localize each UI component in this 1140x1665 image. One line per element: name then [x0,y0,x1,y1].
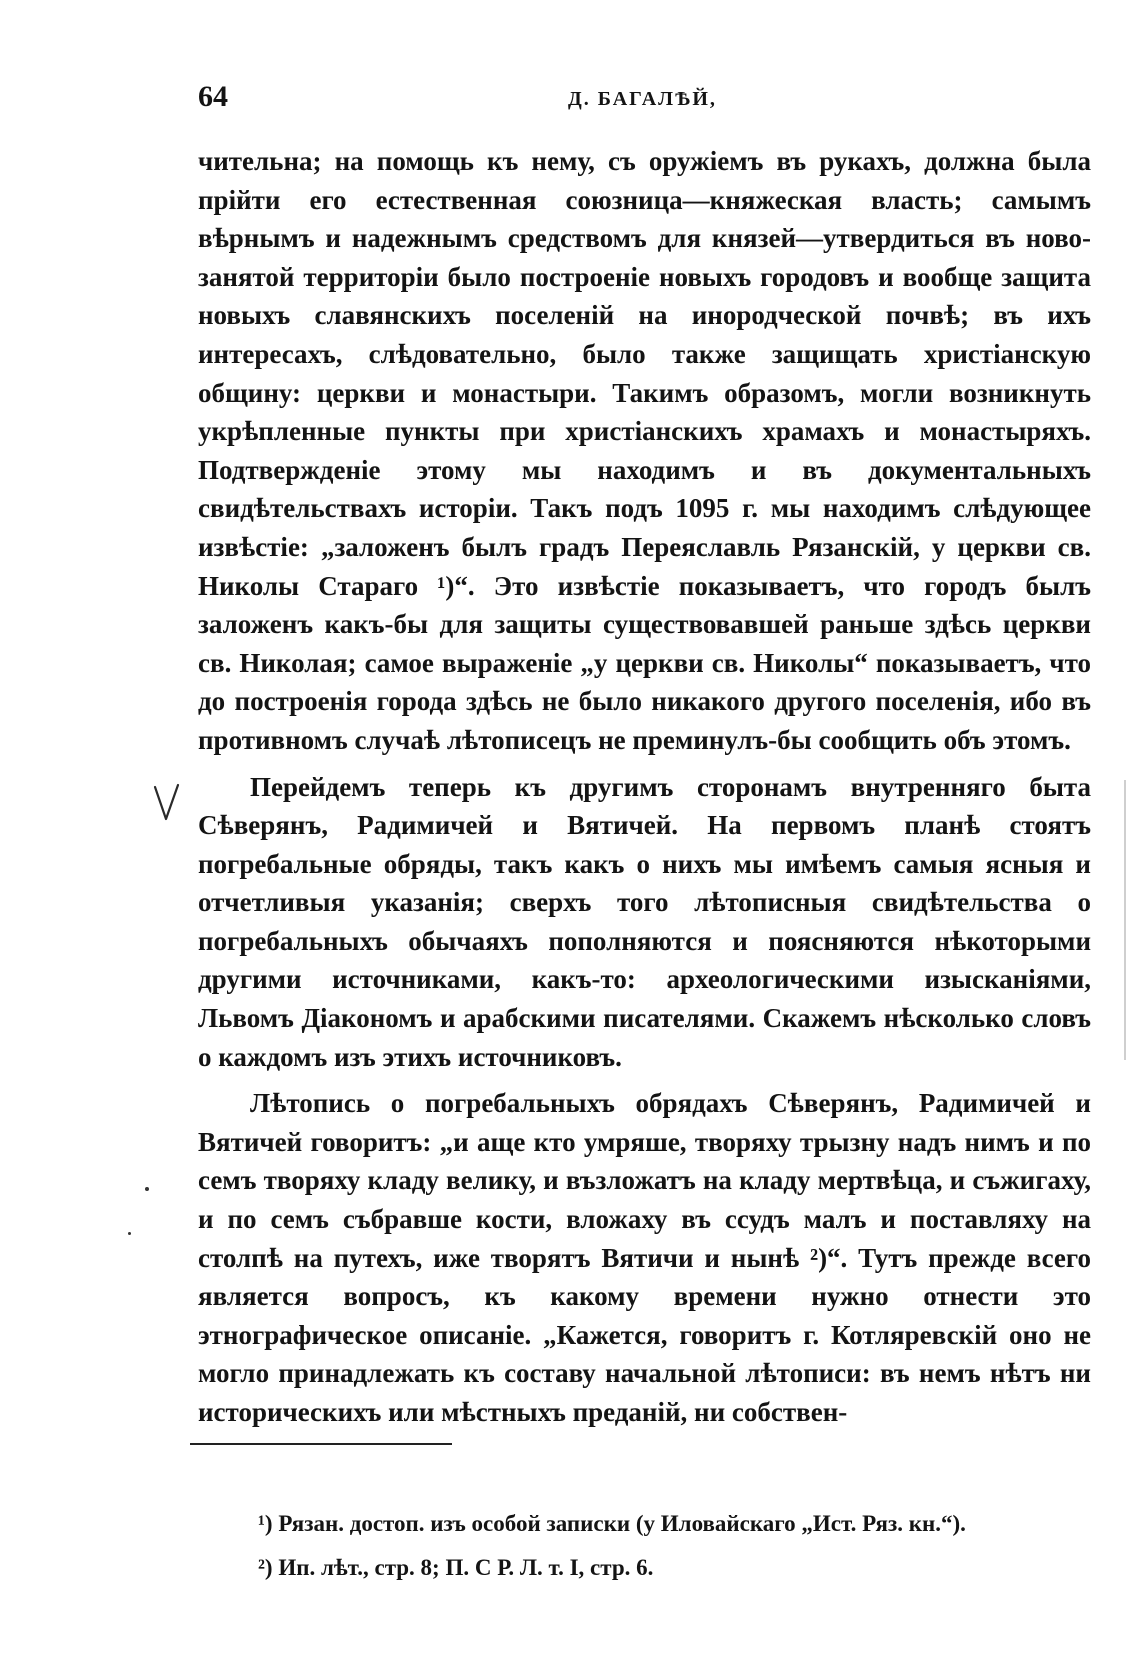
footnotes [258,1502,1098,1590]
footnote-divider [190,1443,452,1445]
page-edge-shadow [1124,780,1126,1060]
paragraph-1: чительна; на помощь къ нему, съ оружіемъ въ рукахъ, должна была прійти его естественная союзница—княжеская власть; самымъ вѣрнымъ и надежнымъ средствомъ для князей—утвердиться въ ново-занятой территоріи было построеніе новыхъ городовъ и вообще защита новыхъ славянскихъ поселеній на инородческой почвѣ; въ ихъ интересахъ, слѣдовательно, было также защищать христіанскую общину: церкви и монастыри. Такимъ образомъ, могли возникнуть укрѣпленные пункты при христіанскихъ храмахъ и монастыряхъ. Подтвержденіе этому мы находимъ и въ документальныхъ свидѣтельствахъ исторіи. Такъ подъ 1095 г. мы находимъ слѣдующее извѣстіе: „заложенъ былъ градъ Переяславль Рязанскій, у церкви св. Николы Стараго ¹)“. Это извѣстіе показываетъ, что городъ былъ заложенъ какъ-бы для защиты существовавшей раньше здѣсь церкви св. Николая; самое выраженіе „у церкви св. Николы“ показываетъ, что до построенія города здѣсь не было никакого другого поселенія, ибо въ противномъ случаѣ лѣтописецъ не преминулъ-бы сообщить объ этомъ. [198,146,1091,755]
footnote-marker: ¹) [258,1511,273,1536]
footnote-1 [258,1502,1098,1546]
footnote-text: Ип. лѣт., стр. 8; П. С Р. Л. т. I, стр. 6. [272,1555,654,1580]
footnote-marker: ²) [258,1555,273,1580]
footnote-2 [258,1546,1098,1590]
paragraph-2: Перейдемъ теперь къ другимъ сторонамъ внутренняго быта Сѣверянъ, Радимичей и Вятичей. На первомъ планѣ стоятъ погребальные обряды, такъ какъ о нихъ мы имѣемъ самыя ясныя и отчетливыя указанія; сверхъ того лѣтописныя свидѣтельства о погребальныхъ обычаяхъ пополняются и поясняются нѣкоторыми другими источниками, какъ-то: археологическими изысканіями, Львомъ Діакономъ и арабскими писателями. Скажемъ нѣсколько словъ о каждомъ изъ этихъ источниковъ. [198,771,1091,1072]
page-number: 64 [198,80,228,113]
margin-dot [128,1232,131,1235]
body-text [198,142,1091,1440]
paragraph-3: Лѣтопись о погребальныхъ обрядахъ Сѣверянъ, Радимичей и Вятичей говоритъ: „и аще кто умряше, творяху трызну надъ нимъ и по семъ творяху кладу велику, и възложатъ на кладу мертвѣца, и съжигаху, и по семъ събравше кости, вложаху въ ссудъ малъ и поставляху на столпѣ на путехъ, иже творятъ Вятичи и нынѣ ²)“. Тутъ прежде всего является вопросъ, къ какому времени нужно отнести это этнографическое описаніе. „Кажется, говоритъ г. Котляревскій оно не могло принадлежать къ составу начальной лѣтописи: въ немъ нѣтъ ни историческихъ или мѣстныхъ преданій, ни собствен- [198,1088,1091,1427]
margin-checkmark [152,783,182,823]
page-header [198,80,1091,120]
margin-dot [145,1187,149,1191]
footnote-text: Рязан. достоп. изъ особой записки (у Иловайскаго „Ист. Ряз. кн.“). [272,1511,966,1536]
running-head: Д. БАГАЛѢЙ, [568,88,717,110]
